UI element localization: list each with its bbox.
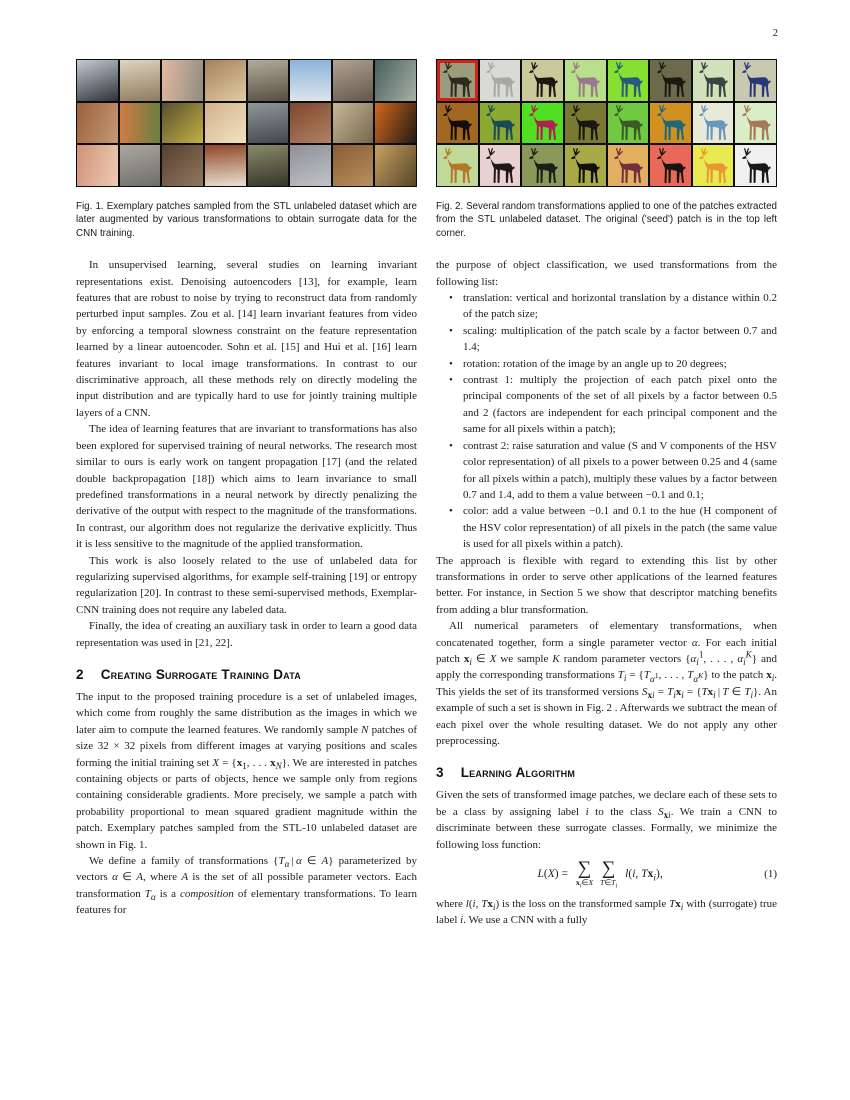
fig2-patch <box>608 145 649 186</box>
page-number: 2 <box>772 28 778 39</box>
deer-silhouette-icon <box>480 104 520 143</box>
equation-lhs: L(X) = <box>537 867 568 880</box>
deer-silhouette-icon <box>437 147 477 186</box>
fig1-patch <box>375 60 416 101</box>
deer-silhouette-icon <box>523 61 563 100</box>
paragraph: The idea of learning features that are invariant to transformations has also been explored for supervised training of neural networks. The research most similar to ours is early work on tangent propagation [17] (and the related double backpropagation [18]) which aims to learn invariance to small predefined transformations in a neural network by directly penalizing the derivative of the output with respect to the magnitude of the transformations. In contrast, our algorithm does not regularize the derivative explicitly. Thus it is less sensitive to the magnitude of the applied transformation. <box>76 423 417 551</box>
fig1-patch <box>375 145 416 186</box>
summation-limit: $T\in T_i$ <box>599 878 618 890</box>
paragraph: In unsupervised learning, several studies on learning invariant representations exist. Denoising autoencoders [13], for example, learn features that are robust to noise by trying to reconstruct data from randomly perturbed input samples. Zou et al. [14] learn invariant features from video by enforcing a temporal slowness constraint on the feature representation learned by a linear autoencoder. Sohn et al. [15] and Hui et al. [16] learn features invariant to local image transformations. In contrast to our discriminative approach, all these methods rely on directly modeling the input distribution and are typically hard to use for jointly training multiple layers of a CNN. <box>76 259 417 419</box>
deer-silhouette-icon <box>565 104 605 143</box>
equation-1 <box>436 858 777 890</box>
figure-2 <box>436 59 777 240</box>
deer-silhouette-icon <box>480 61 520 100</box>
deer-silhouette-icon <box>565 147 605 186</box>
fig2-patch <box>650 145 691 186</box>
fig2-patch <box>650 103 691 144</box>
fig1-patch <box>333 145 374 186</box>
section-3-heading <box>436 765 777 780</box>
fig2-patch <box>480 103 521 144</box>
deer-silhouette-icon <box>523 147 563 186</box>
fig1-patch <box>375 103 416 144</box>
fig1-patch <box>162 60 203 101</box>
fig2-patch <box>565 103 606 144</box>
paragraph: Finally, the idea of creating an auxiliary task in order to learn a good data representation was used in [21, 22]. <box>76 620 417 649</box>
section-title: Creating Surrogate Training Data <box>100 666 301 682</box>
fig1-patch <box>290 60 331 101</box>
deer-silhouette-icon <box>651 147 691 186</box>
figure-2-caption: Fig. 2. Several random transformations applied to one of the patches extracted from the STL unlabeled dataset. The original ('seed') patch is in the top left corner. <box>436 201 777 239</box>
fig1-patch <box>77 145 118 186</box>
deer-silhouette-icon <box>608 147 648 186</box>
paragraph: We define a family of transformations {$T_\alpha$ | α ∈ A} parameterized by vectors α ∈ A, where A is the set of all possible parameter vectors. Each transformation $T_\alpha$ is a composition of elementary transformations. To learn features for <box>76 855 418 917</box>
deer-silhouette-icon <box>608 61 648 100</box>
deer-silhouette-icon <box>523 104 563 143</box>
list-item-contrast-1: • contrast 1: multiply the projection of each patch pixel onto the principal components of the set of all pixels by a factor between 0.5 and 2 (factors are independent for each principal component and the same for all pixels within a patch); <box>463 372 777 438</box>
fig1-patch <box>248 103 289 144</box>
summation-inner <box>599 858 618 890</box>
equation-number: (1) <box>764 867 777 880</box>
fig2-patch <box>522 145 563 186</box>
figure-1-caption: Fig. 1. Exemplary patches sampled from the STL unlabeled dataset which are later augmented by various transformations to obtain surrogate data for the CNN training. <box>76 201 417 239</box>
figure-1 <box>76 59 417 240</box>
fig1-patch <box>290 145 331 186</box>
transformations-list <box>436 290 777 553</box>
paragraph: the purpose of object classification, we used transformations from the following list: <box>436 259 777 288</box>
paragraph: The input to the proposed training procedure is a set of unlabeled images, which come from roughly the same distribution as the images in which we later aim to compute the learned features. We randomly sample N patches of size 32 × 32 pixels from different images at varying positions and scales forming the initial training set $X = \{x_1$, . . . $x_N$}. We are interested in patches containing objects or parts of objects, hence we sample only from regions containing considerable gradients. More precisely, we sample a patch with probability proportional to mean squared gradient magnitude within the patch. Exemplary patches sampled from the STL-10 unlabeled dataset are shown in Fig. 1. <box>76 690 418 851</box>
list-item-rotation: • rotation: rotation of the image by an angle up to 20 degrees; <box>463 356 777 372</box>
fig2-patch <box>650 60 691 101</box>
fig2-patch <box>735 103 776 144</box>
fig1-patch <box>248 145 289 186</box>
summation-limit: $x_i\in X$ <box>575 878 594 890</box>
fig2-patch <box>693 103 734 144</box>
paragraph: The approach is flexible with regard to extending this list by other transformations in order to serve other applications of the learned features better. For instance, in Section 5 we show that descriptor matching benefits from adding a blur transformation. <box>436 554 777 616</box>
equation-rhs: l(i, $Tx_i$), <box>625 867 663 883</box>
deer-silhouette-icon <box>437 61 477 100</box>
fig2-patch <box>480 145 521 186</box>
deer-silhouette-icon <box>608 104 648 143</box>
fig1-patch <box>205 145 246 186</box>
summation-outer <box>575 858 594 890</box>
section-2-heading <box>76 667 417 682</box>
deer-silhouette-icon <box>651 61 691 100</box>
fig1-patch <box>290 103 331 144</box>
fig2-patch <box>735 60 776 101</box>
fig1-patch <box>120 145 161 186</box>
deer-silhouette-icon <box>736 147 776 186</box>
fig1-patch <box>248 60 289 101</box>
fig2-patch <box>565 60 606 101</box>
section-number: 2 <box>76 666 84 682</box>
fig1-patch <box>162 145 203 186</box>
fig2-patch <box>693 145 734 186</box>
fig1-patch <box>205 103 246 144</box>
fig2-patch <box>735 145 776 186</box>
fig2-patch <box>693 60 734 101</box>
fig2-patch <box>522 103 563 144</box>
left-column <box>76 59 417 929</box>
fig1-patch <box>77 60 118 101</box>
deer-silhouette-icon <box>693 147 733 186</box>
figure-2-image <box>436 59 777 187</box>
deer-silhouette-icon <box>480 147 520 186</box>
list-item-translation: • translation: vertical and horizontal translation by a distance within 0.2 of the patch size; <box>463 290 777 323</box>
section-number: 3 <box>436 765 444 781</box>
fig2-patch <box>565 145 606 186</box>
fig2-patch <box>608 60 649 101</box>
deer-silhouette-icon <box>565 61 605 100</box>
sigma-symbol: ∑ <box>577 858 592 880</box>
paragraph: where l(i, $Tx_i$) is the loss on the transformed sample $Tx_i$ with (surrogate) true label i. We use a CNN with a fully <box>436 898 777 927</box>
fig1-patch <box>333 103 374 144</box>
list-item-scaling: • scaling: multiplication of the patch scale by a factor between 0.7 and 1.4; <box>463 323 777 356</box>
fig2-patch <box>480 60 521 101</box>
fig1-patch <box>205 60 246 101</box>
section-title: Learning Algorithm <box>460 765 576 781</box>
list-item-contrast-2: • contrast 2: raise saturation and value (S and V components of the HSV color representation) of all pixels to a power between 0.25 and 4 (same for all pixels within a patch), multiply these values by a factor between 0.7 and 1.4, add to them a value between −0.1 and 0.1; <box>463 438 777 504</box>
list-item-color: • color: add a value between −0.1 and 0.1 to the hue (H component of the HSV color representation) of all pixels in the patch (the same value is used for all pixels within a patch). <box>463 503 777 552</box>
figure-1-image <box>76 59 417 187</box>
fig1-patch <box>333 60 374 101</box>
paragraph: This work is also loosely related to the use of unlabeled data for regularizing supervised algorithms, for example self-training [19] or entropy regularization [20]. In contrast to these semi-supervised methods, Exemplar-CNN training does not require any labeled data. <box>76 554 417 616</box>
deer-silhouette-icon <box>736 61 776 100</box>
fig2-patch <box>437 103 478 144</box>
fig2-patch <box>437 145 478 186</box>
equation-body <box>436 858 764 890</box>
paragraph: All numerical parameters of elementary transformations, when concatenated together, form a single parameter vector α. For each initial patch $x_i$ ∈ X we sample K random parameter vectors {$\alpha_i^1$, . . . , $\alpha_i^K$} and apply the corresponding transformations $T_i = \{T_{\alpha^1}$, . . . , $T_{\alpha^K}$} to the patch $x_i$. This yields the set of its transformed versions $S_{xi} = T_ix_i = \{Tx_i$ | T ∈ $T_i$}. An example of such a set is shown in Fig. 2 . Afterwards we subtract the mean of each pixel over the whole resulting dataset. We do not apply any other preprocessing. <box>436 620 778 747</box>
right-column <box>436 59 777 929</box>
deer-silhouette-icon <box>693 104 733 143</box>
paragraph: Given the sets of transformed image patches, we declare each of these sets to be a class by assigning label i to the class $S_{xi}$. We train a CNN to discriminate between these surrogate classes. Formally, we minimize the following loss function: <box>436 789 777 851</box>
fig2-patch <box>608 103 649 144</box>
fig1-patch <box>120 60 161 101</box>
fig2-seed-patch <box>437 60 478 101</box>
deer-silhouette-icon <box>437 104 477 143</box>
fig1-patch <box>77 103 118 144</box>
deer-silhouette-icon <box>651 104 691 143</box>
deer-silhouette-icon <box>693 61 733 100</box>
fig1-patch <box>162 103 203 144</box>
fig1-patch <box>120 103 161 144</box>
deer-silhouette-icon <box>736 104 776 143</box>
paper-page-content <box>76 59 777 929</box>
sigma-symbol: ∑ <box>601 858 616 880</box>
fig2-patch <box>522 60 563 101</box>
